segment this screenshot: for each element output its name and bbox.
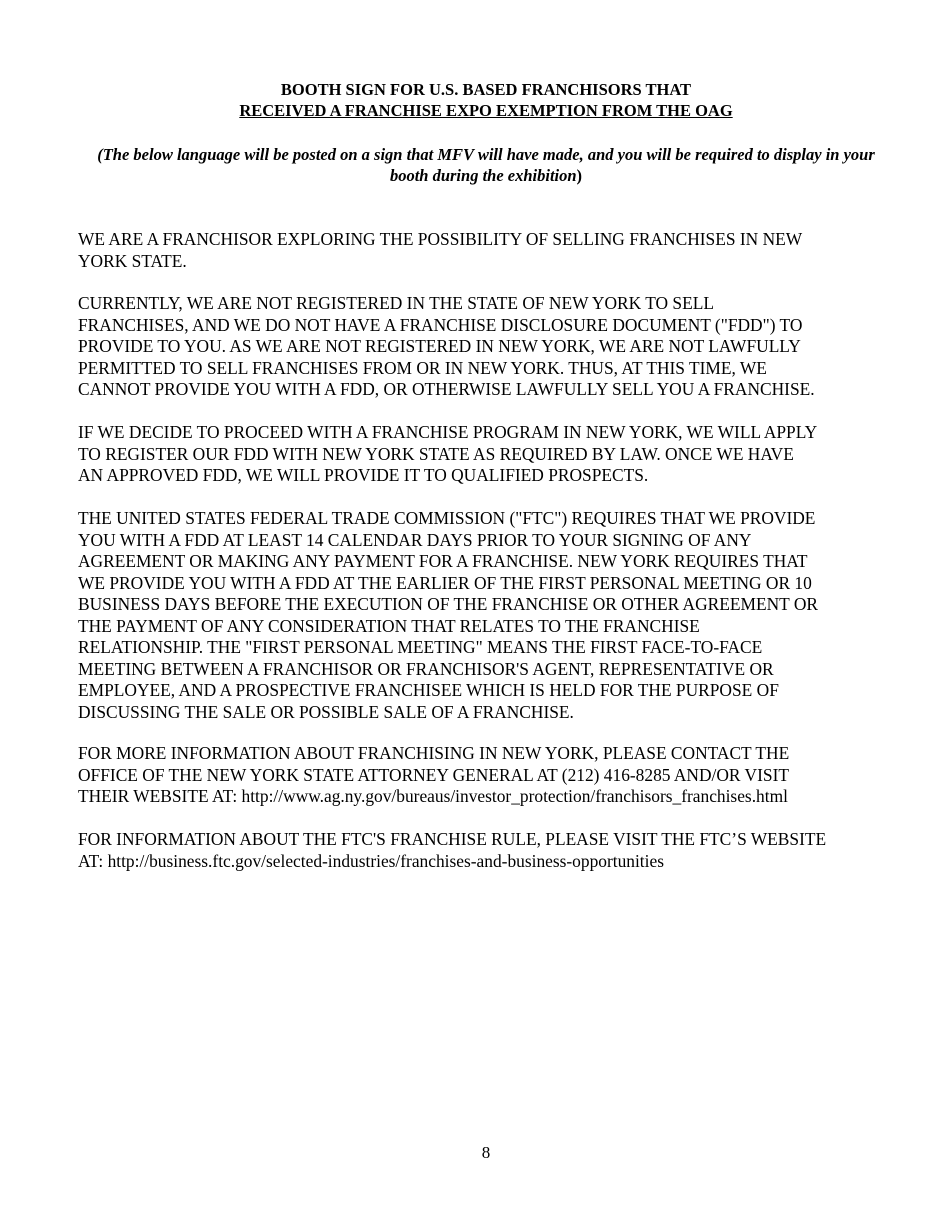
heading-line-2: RECEIVED A FRANCHISE EXPO EXEMPTION FROM THE OAG	[239, 101, 733, 120]
paragraph-exploring: WE ARE A FRANCHISOR EXPLORING THE POSSIBILITY OF SELLING FRANCHISES IN NEW YORK STATE.	[78, 229, 803, 271]
heading-line-1: BOOTH SIGN FOR U.S. BASED FRANCHISORS THAT	[280, 80, 692, 99]
subtitle-text: (The below language will be posted on a sign that MFV will have made, and you will be required to display in your booth during the exhibition	[97, 145, 875, 185]
paragraph-ny-attorney-general: FOR MORE INFORMATION ABOUT FRANCHISING IN NEW YORK, PLEASE CONTACT THE OFFICE OF THE NEW YORK STATE ATTORNEY GENERAL AT (212) 416-8285 AND/OR VISIT THEIR WEBSITE AT: http://www.ag.ny.gov/bureaus/investor_protection/franchisors_franchises.html	[78, 743, 790, 806]
page-number: 8	[481, 1143, 491, 1162]
paragraph-not-registered: CURRENTLY, WE ARE NOT REGISTERED IN THE STATE OF NEW YORK TO SELL FRANCHISES, AND WE DO NOT HAVE A FRANCHISE DISCLOSURE DOCUMENT ("FDD") TO PROVIDE TO YOU. AS WE ARE NOT REGISTERED IN NEW YORK, WE ARE NOT LAWFULLY PERMITTED TO SELL FRANCHISES FROM OR IN NEW YORK. THUS, AT THIS TIME, WE CANNOT PROVIDE YOU WITH A FDD, OR OTHERWISE LAWFULLY SELL YOU A FRANCHISE.	[78, 293, 815, 399]
paragraph-register-fdd: IF WE DECIDE TO PROCEED WITH A FRANCHISE PROGRAM IN NEW YORK, WE WILL APPLY TO REGISTER OUR FDD WITH NEW YORK STATE AS REQUIRED BY LAW. ONCE WE HAVE AN APPROVED FDD, WE WILL PROVIDE IT TO QUALIFIED PROSPECTS.	[78, 422, 818, 485]
paragraph-ftc-requirements: THE UNITED STATES FEDERAL TRADE COMMISSION ("FTC") REQUIRES THAT WE PROVIDE YOU WITH A FDD AT LEAST 14 CALENDAR DAYS PRIOR TO YOUR SIGNING OF ANY AGREEMENT OR MAKING ANY PAYMENT FOR A FRANCHISE. NEW YORK REQUIRES THAT WE PROVIDE YOU WITH A FDD AT THE EARLIER OF THE FIRST PERSONAL MEETING OR 10 BUSINESS DAYS BEFORE THE EXECUTION OF THE FRANCHISE OR OTHER AGREEMENT OR THE PAYMENT OF ANY CONSIDERATION THAT RELATES TO THE FRANCHISE RELATIONSHIP. THE "FIRST PERSONAL MEETING" MEANS THE FIRST FACE-TO-FACE MEETING BETWEEN A FRANCHISOR OR FRANCHISOR'S AGENT, REPRESENTATIVE OR EMPLOYEE, AND A PROSPECTIVE FRANCHISEE WHICH IS HELD FOR THE PURPOSE OF DISCUSSING THE SALE OR POSSIBLE SALE OF A FRANCHISE.	[78, 508, 818, 722]
paragraph-ftc-franchise-rule: FOR INFORMATION ABOUT THE FTC'S FRANCHISE RULE, PLEASE VISIT THE FTC’S WEBSITE AT: http://business.ftc.gov/selected-industries/franchises-and-business-opportunities	[78, 829, 827, 871]
subtitle-note	[95, 144, 877, 186]
subtitle-close-paren: )	[576, 166, 583, 185]
